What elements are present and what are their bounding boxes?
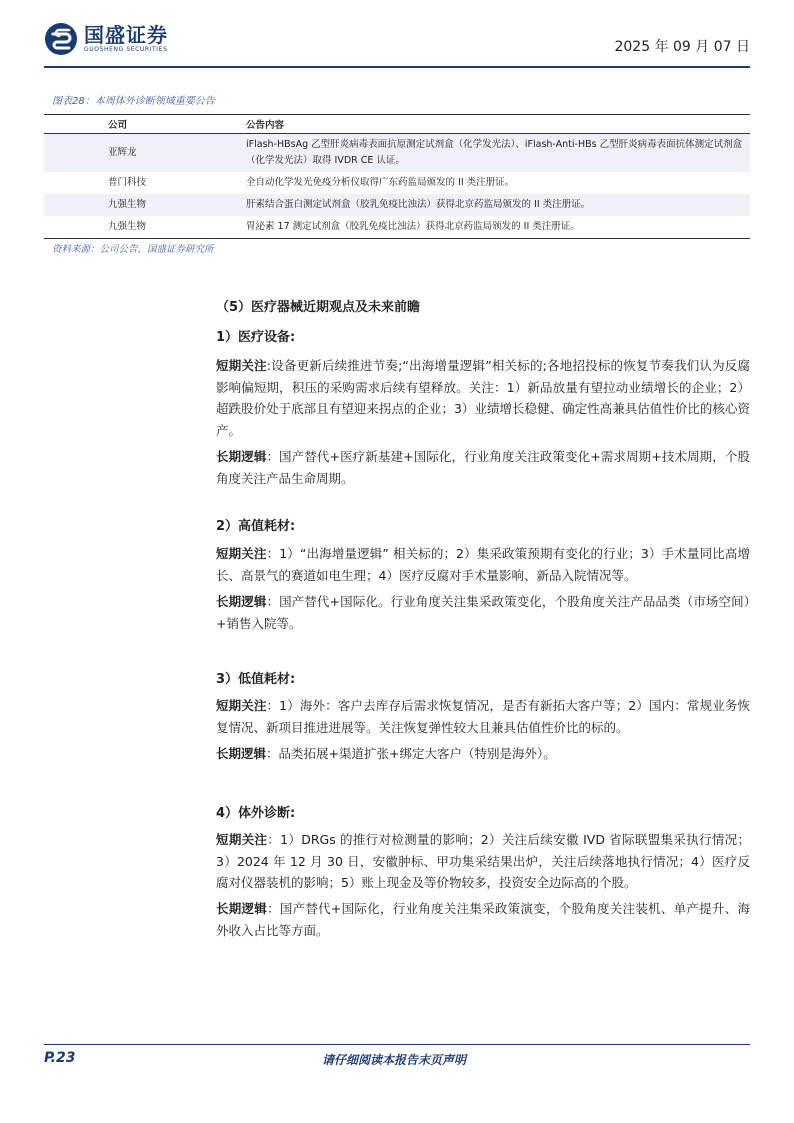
footer-divider: [44, 1044, 750, 1045]
content-cell: iFlash-HBsAg 乙型肝炎病毒表面抗原测定试剂盒（化学发光法）、iFlash-Anti-HBs 乙型肝炎病毒表面抗体测定试剂盒（化学发光法）取得 IVDR CE 认证。: [246, 134, 750, 173]
short-term-text: ：1）“出海增量逻辑” 相关标的；2）集采政策预期有变化的行业；3）手术量同比高增长、高景气的赛道如电生理；4）医疗反腐对手术量影响、新品入院情况等。: [216, 546, 750, 583]
footer-disclaimer: 请仔细阅读本报告末页声明: [322, 1053, 467, 1067]
subsection-title-ivd: 4）体外诊断:: [216, 806, 296, 821]
short-term-text: :设备更新后续推进节奏;“出海增量逻辑”相关标的;各地招投标的恢复节奏我们认为反腐影响偏短期，积压的采购需求后续有望释放。关注：1）新品放量有望拉动业绩增长的企业；2）超跌股价处于底部且有望迎来拐点的企业；3）业绩增长稳健、确定性高兼具估值性价比的核心资产。: [216, 358, 750, 438]
short-term-label: 短期关注: [216, 358, 267, 373]
content-cell: 胃泌素 17 测定试剂盒（胶乳免疫比浊法）获得北京药监局颁发的 II 类注册证。: [246, 216, 750, 239]
content-cell: 肝素结合蛋白测定试剂盒（胶乳免疫比浊法）获得北京药监局颁发的 II 类注册证。: [246, 194, 750, 216]
long-term-label: 长期逻辑: [216, 449, 267, 464]
table-row: [44, 134, 750, 173]
short-term-label: 短期关注: [216, 698, 267, 713]
subsection-title-high-value: 2）高值耗材:: [216, 519, 296, 534]
subsection-title-equipment: 1）医疗设备:: [216, 330, 296, 345]
page-header: [44, 20, 750, 64]
company-cell: 亚辉龙: [44, 134, 246, 173]
long-term-text: ：国产替代+国际化。行业角度关注集采政策变化，个股角度关注产品品类（市场空间）+销售入院等。: [216, 594, 750, 631]
paragraph-equipment-long: [216, 446, 750, 489]
paragraph-equipment-short: [216, 355, 750, 441]
long-term-label: 长期逻辑: [216, 746, 267, 761]
company-cell: 普门科技: [108, 177, 147, 188]
long-term-text: ：品类拓展+渠道扩张+绑定大客户（特别是海外）。: [266, 746, 556, 761]
paragraph-low-value-long: [216, 743, 750, 765]
announcement-table: [44, 114, 750, 239]
table-header-row: [44, 115, 750, 134]
company-cell: 九强生物: [44, 194, 246, 216]
figure-source: 资料来源：公司公告，国盛证券研究所: [52, 244, 214, 255]
long-term-text: ：国产替代+国际化，行业角度关注集采政策演变，个股角度关注装机、单产提升、海外收入占比等方面。: [216, 901, 750, 938]
long-term-text: ：国产替代+医疗新基建+国际化，行业角度关注政策变化+需求周期+技术周期，个股角度关注产品生命周期。: [216, 449, 750, 486]
short-term-text: ：1）海外：客户去库存后需求恢复情况，是否有新拓大客户等；2）国内：常规业务恢复情况、新项目推进进展等。关注恢复弹性较大且兼具估值性价比的标的。: [216, 698, 750, 735]
paragraph-ivd-long: [216, 898, 750, 941]
long-term-label: 长期逻辑: [216, 594, 267, 609]
paragraph-high-value-long: [216, 591, 750, 634]
table-row: [44, 172, 750, 194]
short-term-text: ：1）DRGs 的推行对检测量的影响；2）关注后续安徽 IVD 省际联盟集采执行情况；3）2024 年 12 月 30 日，安徽肿标、甲功集采结果出炉，关注后续落地执行情况；4）医疗反腐对仪器装机的影响；5）账上现金及等价物较多，投资安全边际高的个股。: [216, 832, 750, 890]
brand-name: 国盛证券: [84, 23, 168, 47]
paragraph-ivd-short: [216, 829, 750, 894]
guosheng-logo-icon: [44, 22, 78, 56]
page-number: P.23: [44, 1050, 76, 1066]
figure-caption: 图表28：本周体外诊断领域重要公告: [52, 96, 215, 107]
brand-name-en: GUOSHENG SECURITIES: [84, 46, 168, 53]
paragraph-low-value-short: [216, 695, 750, 738]
report-date: 2025 年 09 月 07 日: [614, 39, 750, 55]
table-row: [44, 194, 750, 216]
long-term-label: 长期逻辑: [216, 901, 268, 916]
table-row: [44, 216, 750, 239]
short-term-label: 短期关注: [216, 832, 268, 847]
header-divider: [44, 66, 750, 68]
brand-logo: [44, 22, 168, 56]
column-header-company: 公司: [44, 115, 246, 134]
section-title: （5）医疗器械近期观点及未来前瞻: [216, 300, 421, 315]
short-term-label: 短期关注: [216, 546, 267, 561]
column-header-content: 公告内容: [246, 115, 750, 134]
paragraph-high-value-short: [216, 543, 750, 586]
content-cell: 全自动化学发光免疫分析仪取得广东药监局颁发的 II 类注册证。: [246, 177, 515, 188]
company-cell: 九强生物: [44, 216, 246, 239]
subsection-title-low-value: 3）低值耗材:: [216, 672, 296, 687]
